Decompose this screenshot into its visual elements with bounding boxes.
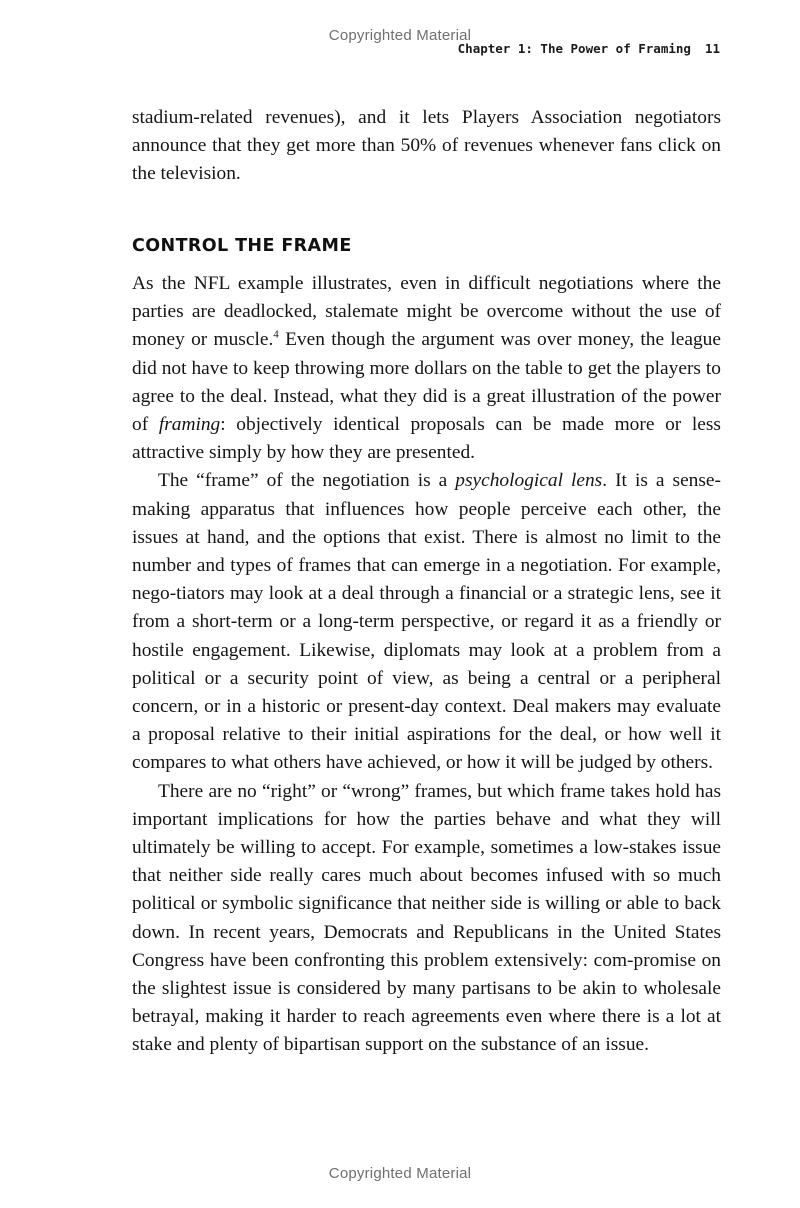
copyright-watermark-top: Copyrighted Material — [328, 27, 472, 44]
copyright-watermark-bottom: Copyrighted Material — [328, 1165, 472, 1182]
section-body — [132, 270, 721, 1060]
section-heading: CONTROL THE FRAME — [132, 236, 352, 256]
running-header — [458, 41, 720, 56]
italic-term-psychological-lens: psychological lens — [455, 470, 603, 492]
continuation-paragraph: stadium-related revenues), and it lets Players Association negotiators announce that they get more than 50% of revenues whenever fans click on the television. — [132, 107, 721, 185]
footnote-marker: 4 — [273, 328, 279, 341]
paragraph-2: The “frame” of the negotiation is a psychological lens. It is a sense-making apparatus that influences how people perceive each other, the issues at hand, and the options that exist. There is almost no limit to the number and types of frames that can emerge in a negotiation. For example, nego-tiators may look at a deal through a financial or a strategic lens, see it from a short-term or a long-term perspective, or regard it as a friendly or hostile engagement. Likewise, diplomats may look at a problem from a political or a security point of view, as being a central or a peripheral concern, or in a historic or present-day context. Deal makers may evaluate a proposal relative to their initial aspirations for the deal, or how well it compares to what others have achieved, or how it will be judged by others. — [132, 470, 721, 774]
italic-term-framing: framing — [158, 414, 221, 436]
page-number: 11 — [704, 41, 720, 56]
chapter-title: Chapter 1: The Power of Framing — [457, 41, 691, 56]
continuation-block — [132, 104, 721, 189]
paragraph-1: As the NFL example illustrates, even in difficult negotiations where the parties are deadlocked, stalemate might be overcome without the use of money or muscle.$^4$ Even though the argument was over money, the league did not have to keep throwing more dollars on the table to get the players to agree to the deal. Instead, what they did is a great illustration of the power of framing: objectively identical proposals can be made more or less attractive simply by how they are presented. — [132, 273, 721, 464]
paragraph-3: There are no “right” or “wrong” frames, but which frame takes hold has important implications for how the parties behave and what they will ultimately be willing to accept. For example, sometimes a low-stakes issue that neither side really cares much about becomes infused with so much political or symbolic significance that neither side is willing or able to back down. In recent years, Democrats and Republicans in the United States Congress have been confronting this problem extensively: com-promise on the slightest issue is considered by many partisans to be akin to wholesale betrayal, making it harder to reach agreements even where there is a lot at stake and plenty of bipartisan support on the substance of an issue. — [132, 780, 721, 1056]
